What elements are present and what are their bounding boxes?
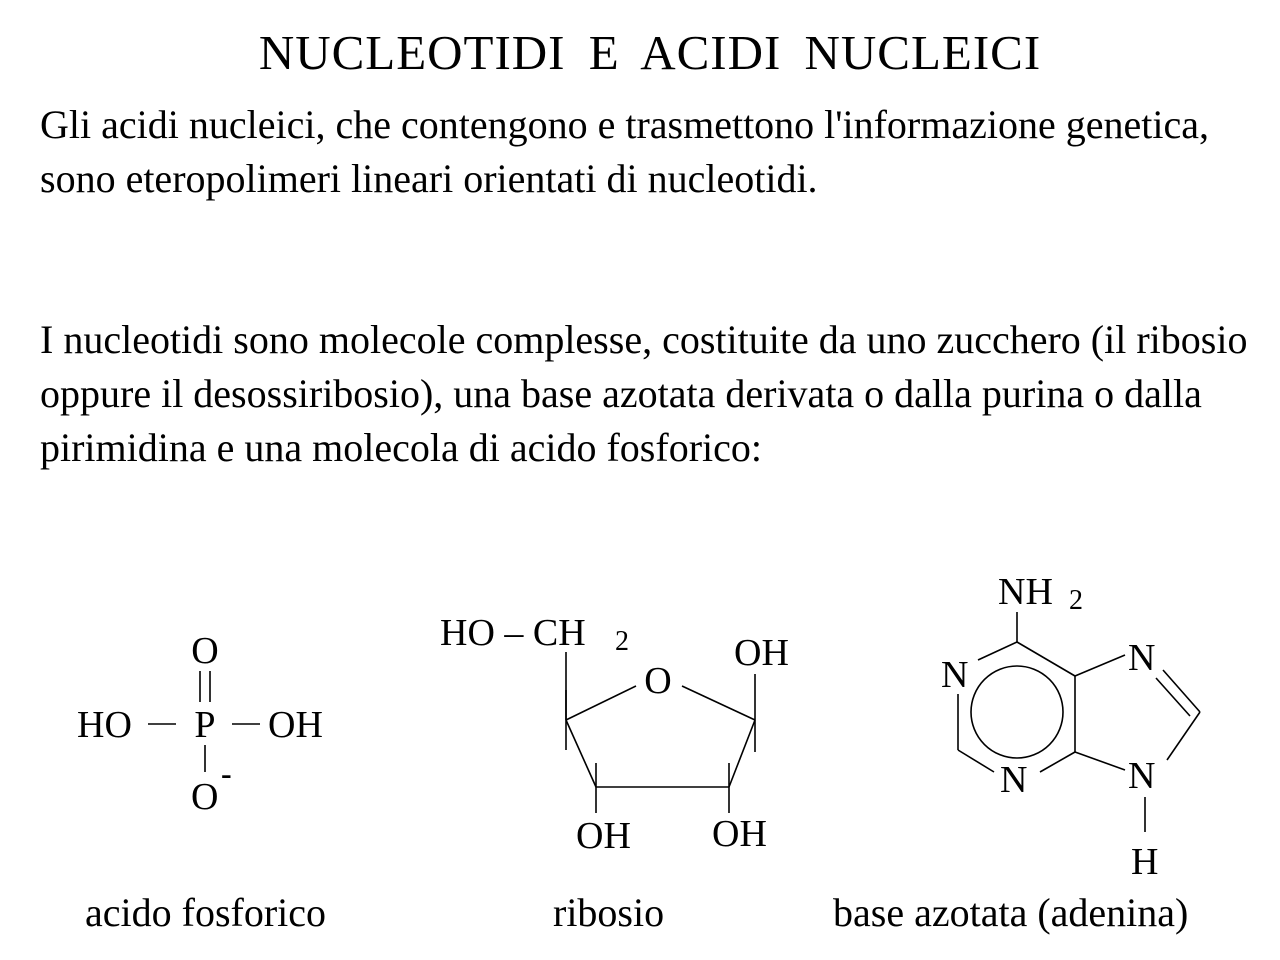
intro-paragraph: Gli acidi nucleici, che contengono e trasmettono l'informazione genetica, sono eteropolimeri lineari orientati di nucleotidi. [40,102,1209,201]
adenine-n7-label: N [1128,637,1156,679]
ribose-ch2-subscript: 2 [615,626,629,657]
phosphate-negative-charge: - [221,755,232,791]
adenine-c5-n7-bond [1075,655,1125,676]
adenine-n3-label: N [1000,759,1028,801]
adenine-n1-label: N [941,654,969,696]
ribose-c2-hydroxyl: OH [712,813,767,855]
phosphate-phosphorus: P [194,704,216,746]
ribose-caption: ribosio [553,890,665,935]
ribose-c4-c3-bond [566,720,596,787]
adenine-caption: base azotata (adenina) [833,890,1189,935]
adenine-structure [941,571,1200,883]
adenine-n9-label: N [1128,755,1156,797]
phosphoric-acid-caption: acido fosforico [85,890,327,935]
adenine-amino-group: NH [998,571,1053,613]
phosphate-left-hydroxyl: HO [77,704,132,746]
nucleotide-paragraph: I nucleotidi sono molecole complesse, costituite da uno zucchero (il ribosio oppure il desossiribosio), una base azotata derivata o dalla purina o dalla pirimidina e una molecola di acido fosforico: [40,317,1248,470]
adenine-n7-c8-double [1156,678,1190,716]
ribose-c1-c2-bond [729,720,755,787]
adenine-amino-subscript: 2 [1069,585,1083,616]
adenine-aromatic-circle [971,666,1063,758]
ribose-c1-hydroxyl: OH [734,632,789,674]
ribose-c3-hydroxyl: OH [576,815,631,857]
ribose-c4-o-bond [566,686,636,720]
phosphate-top-oxygen: O [191,630,219,672]
adenine-n3-c2-bond [958,750,994,772]
adenine-c8-n9-bond [1167,712,1200,760]
adenine-h9-label: H [1131,841,1159,883]
phosphate-right-hydroxyl: OH [268,704,323,746]
adenine-c6-c5-bond [1017,642,1075,676]
ribose-structure [440,612,789,857]
ribose-o-c1-bond [682,686,755,720]
adenine-c4-n3-bond [1040,752,1075,772]
ribose-ring-oxygen: O [644,660,672,702]
adenine-n1-c6-bond [978,642,1017,660]
ribose-hoch2-group: HO – CH [440,612,586,654]
phosphoric-acid-structure [77,630,323,818]
phosphate-bottom-oxygen: O [191,776,219,818]
adenine-c4-n9-bond [1075,752,1125,770]
page-title: NUCLEOTIDI E ACIDI NUCLEICI [258,25,1042,80]
